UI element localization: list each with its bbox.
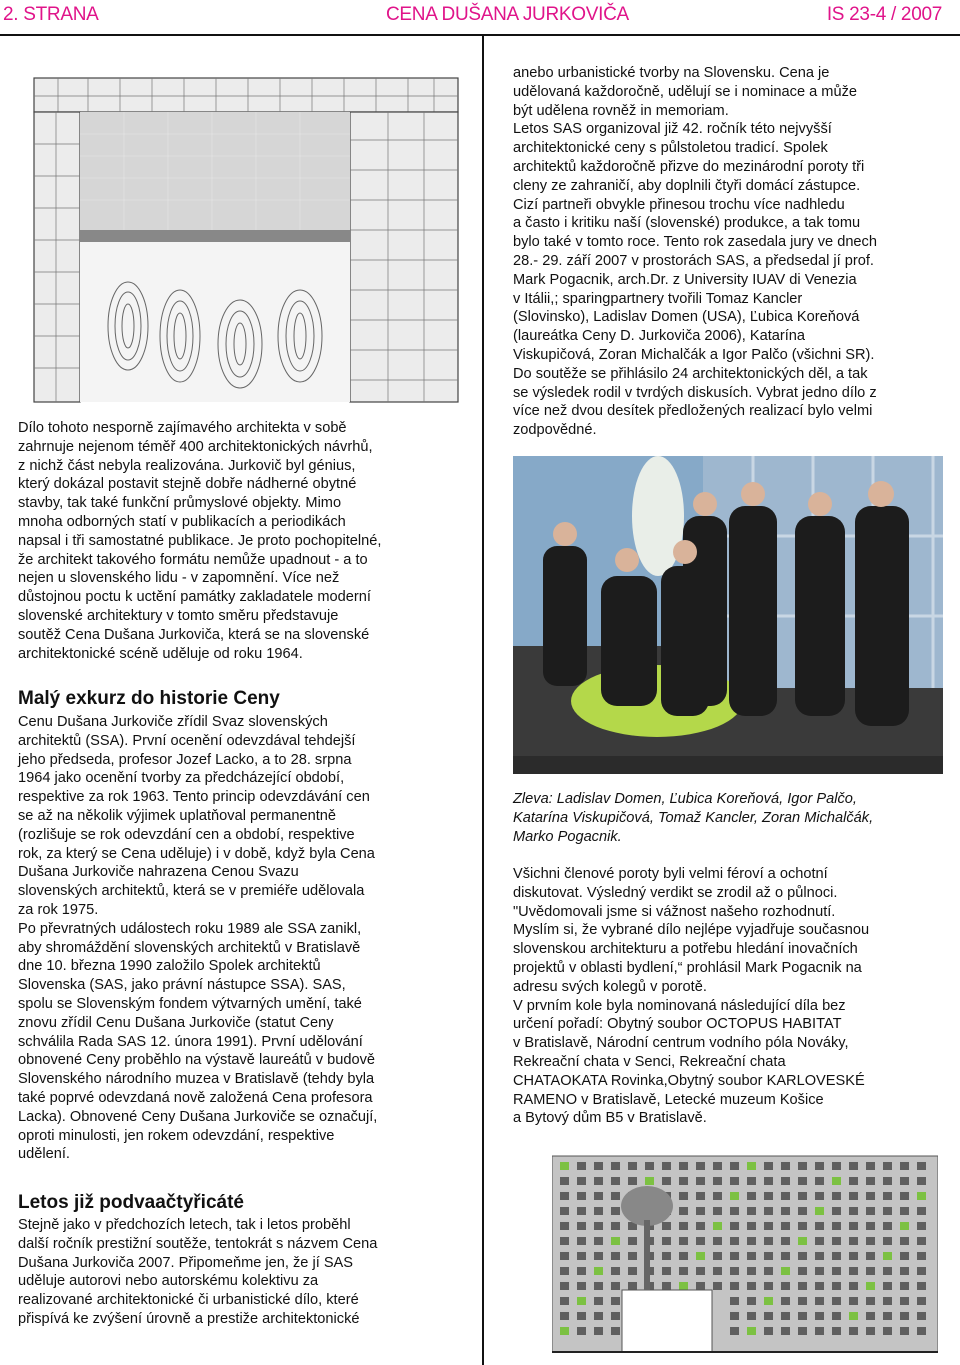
intro-paragraph: Dílo tohoto nesporně zajímavého architekta v sobě zahrnuje nejenom téměř 400 architektonických návrhů, z nichž část nebyla realizována. Jurkovič byl génius, který dokázal postavit stejně dobře nádherné obytné stavby, tak také funkční průmyslové objekty. Mimo mnoha odborných statí v publikacích a periodikách napsal i tři samostatné publikace. Je proto pochopitelné, že architekt takového formátu nemůže upadnout - a to nejen u slovenského lidu - v zapomnění. Více než důstojnou poctu k uctění památky zakladatele moderní slovenské architektury v tomto směru představuje soutěž Cena Dušana Jurkoviča, která se na slovenské architektonické scéně uděluje od roku 1964. [18, 420, 382, 662]
jury-paragraph: anebo urbanistické tvorby na Slovensku. Cena je udělovaná každoročně, udělují se i nominace a může být udělena rovněž in memoriam. Letos SAS organizoval již 42. ročník této nejvyšší architektonické ceny s půlstoletou tradicí. Spolek architektů každoročně přizve do mezinárodní poroty tři cleny ze zahraničí, aby doplnili čtyři domácí zástupce. Cizí partneři obvykle přinesou trochu více nadhledu a často i kritiku naší (slovenské) produkce, a tak tomu bylo také v tomto roce. Tento rok zasedala jury ve dnech 28.- 29. září 2007 v prostorách SAS, a předsedal jí prof. Mark Pogacnik, arch.Dr. z University IUAV di Venezia v Itálii,; sparingpartnery tvořili Tomaz Kancler (Slovinsko), Ladislav Domen (USA), Ľubica Koreňová (laureátka Ceny D. Jurkoviča 2006), Katarína Viskupičová, Zoran Michalčák a Igor Palčo (všichni SR). Do soutěže se přihlásilo 24 architektonických děl, a tak se výsledek rodil v tvrdých diskusích. Vybrat jedno dílo z více než dvou desítek předložených realizací bylo velmi zodpovědné. [513, 65, 877, 439]
photo-caption: Zleva: Ladislav Domen, Ľubica Koreňová, Igor Palčo, Katarína Viskupičová, Tomaž Kancler, Zoran Michalčák, Marko Pogacnik. [513, 791, 874, 845]
history-heading: Malý exkurz do historie Ceny [18, 688, 280, 709]
jury-photo [513, 456, 943, 774]
header-rule [0, 34, 960, 36]
page-label: 2. STRANA [3, 4, 99, 25]
building-facade-drawing [552, 1150, 938, 1360]
floor-plan-image [28, 74, 464, 404]
year-heading-text: Letos již podvaačtyřicáté [18, 1192, 244, 1213]
column-divider [482, 36, 484, 1365]
history-paragraph: Cenu Dušana Jurkoviče zřídil Svaz slovenských architektů (SSA). První ocenění odevzdával tehdejší jeho předseda, profesor Jozef Lacko, a to 28. srpna 1964 jako ocenění tvorby za předcházející období, respektive za rok 1963. Tento princip odevzdávání cen se až na několik výjimek uplatňoval permanentně (rozlišuje se rok odevzdání cen a období, respektive rok, za který se Cena uděluje) i v době, když byla Cena Dušana Jurkoviče nahrazena Cenou Svazu slovenských architektů, která se v premiéře udělovala za rok 1975. Po převratných událostech roku 1989 ale SSA zanikl, aby shromáždění slovenských architektů v Bratislavě dne 10. března 1990 založilo Spolek architektů Slovenska (SAS, jako právní nástupce SSA). SAS, spolu se Slovenským fondem výtvarných umění, také znovu zřídil Cenu Dušana Jurkoviče (statut Ceny schválila Rada SAS 12. února 1991). První udělování obnovené Ceny proběhlo na výstavě laureátů v budově Slovenského národního muzea v Bratislavě (tehdy byla také poprvé odevzdaná nově založená Cena profesora Lacka). Obnovené Ceny Dušana Jurkoviče se označují, oproti minulosti, jen rokem odevzdání, respektive udělení. [18, 714, 378, 1163]
verdict-paragraph: Všichni členové poroty byli velmi féroví a ochotní diskutovat. Výsledný verdikt se zrodil až o půlnoci. "Uvědomovali jsme si vážnost našeho rozhodnutí. Myslím si, že vybrané dílo nejlépe vyjadřuje současnou slovenskou architekturu a potřebu hledání inovačních projektů v oblasti bydlení,“ prohlásil Mark Pogacnik na adresu svých kolegů v porotě. V prvním kole byla nominovaná následující díla bez určení pořadí: Obytný soubor OCTOPUS HABITAT v Bratislavě, Národní centrum vodního póla Nováky, Rekreační chata v Senci, Rekreační chata CHATAOKATA Rovinka,Obytný soubor KARLOVESKÉ RAMENO v Bratislavě, Letecké muzeum Košice a Bytový dům B5 v Bratislavě. [513, 866, 870, 1127]
section-title: CENA DUŠANA JURKOVIČA [386, 4, 629, 25]
issue-label: IS 23-4 / 2007 [826, 4, 942, 25]
year-paragraph: Stejně jako v předchozích letech, tak i letos proběhl další ročník prestižní soutěže, tentokrát s názvem Cena Dušana Jurkoviča 2007. Připomeňme jen, že jí SAS uděluje autorovi nebo autorskému kolektivu za realizované architektonické či urbanistické dílo, které přispívá ke zvýšení úrovně a prestiže architektonické [18, 1217, 378, 1327]
page-header [0, 0, 960, 30]
